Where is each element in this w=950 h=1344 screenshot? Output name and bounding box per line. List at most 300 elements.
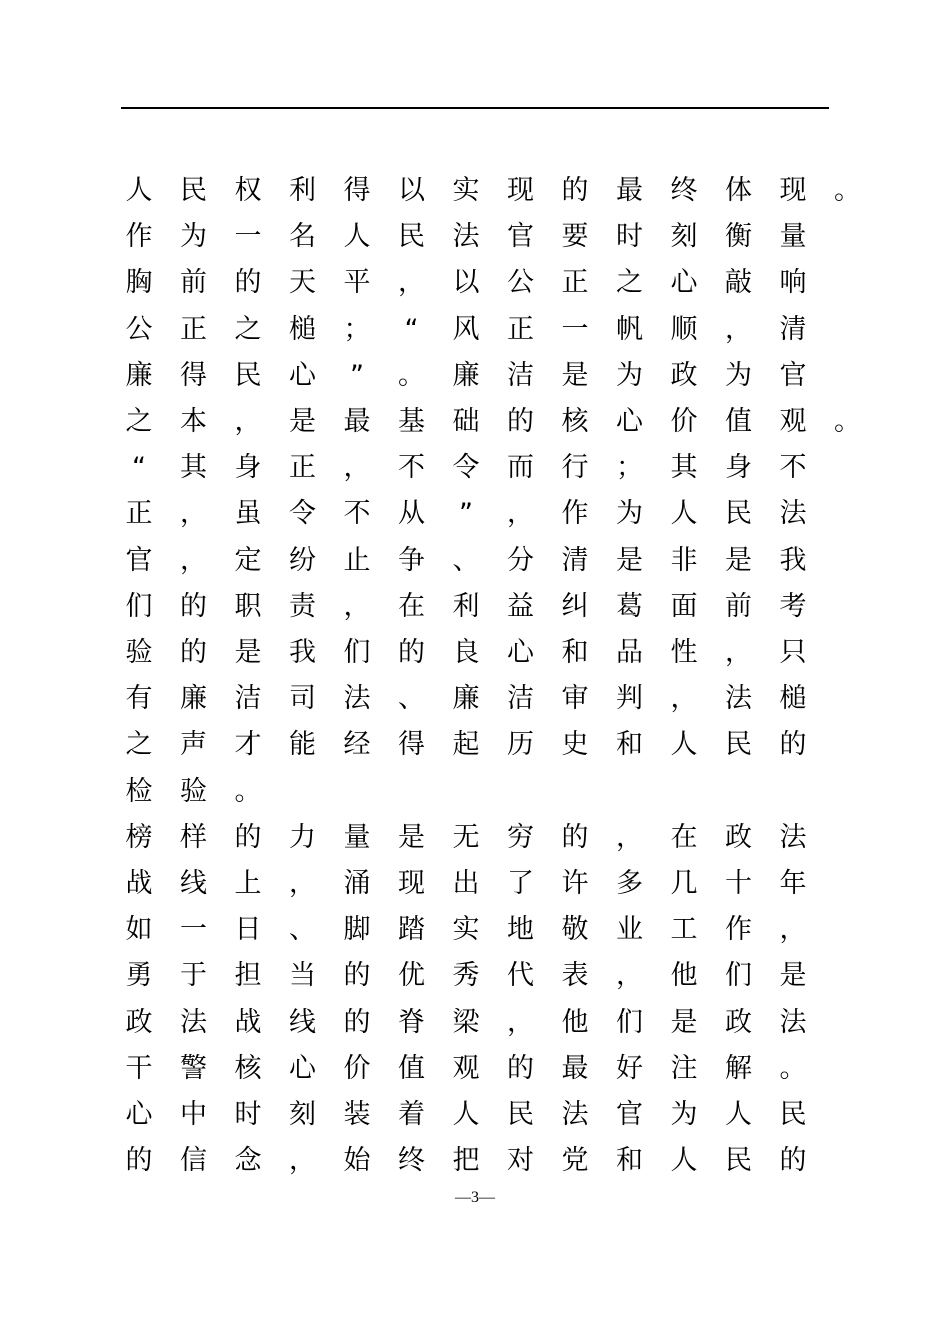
text-char: 责 [289,590,316,622]
text-char: 。 [834,406,861,437]
text-char: 的 [180,590,207,622]
text-char: 量 [779,221,807,253]
text-char: 人 [670,1145,698,1177]
text-char: 洁 [507,359,534,391]
page-number: —3— [455,1189,495,1206]
text-char: 人 [725,1099,752,1130]
text-char: 党 [561,1145,589,1177]
text-char: ， [725,313,752,345]
text-line [124,772,884,812]
text-char: 核 [234,1052,262,1084]
text-line [124,679,884,719]
text-char: ， [234,406,262,437]
text-char: 人 [670,729,698,761]
text-char: 史 [561,729,589,761]
text-char: 。 [834,175,861,206]
text-line [124,956,884,996]
text-char: 官 [125,544,153,576]
text-char: 法 [180,1006,207,1038]
text-char: ， [289,868,316,899]
text-char: 之 [125,406,153,437]
text-char: 战 [234,1006,262,1038]
text-char: 审 [561,683,589,715]
text-char: 体 [725,175,752,206]
text-char: 梁 [452,1006,480,1038]
text-char: 作 [725,914,752,946]
text-char: 官 [507,221,534,253]
text-char: 法 [725,683,752,715]
text-char: ， [180,498,207,530]
text-char: ” [350,359,364,391]
text-char: 验 [125,637,153,668]
text-char: 廉 [180,683,207,715]
text-char: 争 [398,544,425,576]
text-char: 他 [561,1006,589,1038]
text-char: 现 [779,175,807,206]
text-char: ， [779,914,807,946]
text-char: ， [507,1006,534,1038]
text-char: 廉 [125,359,153,391]
text-char: 的 [561,175,589,206]
text-char: 得 [180,359,207,391]
text-char: 心 [289,1052,316,1084]
text-char: 础 [452,406,480,437]
text-char: 现 [398,868,425,899]
text-char: 本 [180,406,207,437]
text-char: 代 [507,960,534,992]
text-char: 起 [452,729,480,761]
text-char: 。 [234,775,262,807]
text-char: 政 [725,1006,752,1038]
text-char: 榜 [125,821,153,853]
text-char: 令 [289,498,316,530]
text-char: 核 [561,406,589,437]
text-char: 价 [343,1052,371,1084]
text-char: 以 [398,175,425,206]
text-char: 法 [343,683,371,715]
text-char: 声 [180,729,207,761]
text-char: 多 [616,868,643,899]
text-char: 力 [289,821,316,853]
text-char: 公 [125,313,153,345]
text-char: 们 [725,960,752,992]
text-char: 信 [180,1145,207,1177]
text-char: 终 [398,1145,425,1177]
text-char: ， [289,1145,316,1177]
text-char: 法 [779,498,807,530]
text-char: 一 [561,313,589,345]
text-char: 观 [779,406,807,437]
text-char: 平 [343,267,371,299]
text-char: 为 [180,221,207,253]
text-char: 心 [507,637,534,668]
text-char: 经 [343,729,371,761]
text-char: 是 [234,637,262,668]
text-char: 其 [180,452,207,484]
text-char: 判 [616,683,643,715]
text-char: 能 [289,729,316,761]
text-char: 民 [398,221,425,253]
text-char: 线 [180,868,207,899]
text-char: 公 [507,267,534,299]
text-char: 考 [779,590,807,622]
text-char: 洁 [507,683,534,715]
text-char: 政 [670,359,698,391]
text-char: 警 [180,1052,207,1084]
text-char: 民 [779,1099,807,1130]
text-char: 装 [343,1099,371,1130]
text-char: 益 [507,590,534,622]
text-line [124,587,884,627]
text-char: 政 [725,821,752,853]
text-char: 有 [125,683,153,715]
text-char: 终 [670,175,698,206]
text-line [124,217,884,257]
text-line [124,633,884,673]
text-char: 的 [343,960,371,992]
text-char: 好 [616,1052,643,1084]
text-char: 上 [234,868,262,899]
text-char: 的 [779,729,807,761]
text-char: 葛 [616,590,643,622]
text-char: 地 [507,914,534,946]
text-line [124,1095,884,1135]
text-line [124,356,884,396]
text-char: ， [398,267,425,299]
text-char: ， [616,821,643,853]
text-char: 几 [670,868,698,899]
text-char: ， [343,452,371,484]
text-char: 秀 [452,960,480,992]
text-char: 在 [670,821,698,853]
text-char: 的 [507,1052,534,1084]
text-char: 利 [452,590,480,622]
text-char: 心 [616,406,643,437]
text-char: 响 [779,267,807,299]
text-char: 业 [616,914,643,946]
text-char: 的 [561,821,589,853]
text-char: 槌 [779,683,807,715]
text-char: 而 [507,452,534,484]
text-char: 作 [561,498,589,530]
text-char: 廉 [452,683,480,715]
text-char: 无 [452,821,480,853]
text-char: 良 [452,637,480,668]
text-char: 脚 [343,914,371,946]
text-char: 值 [725,406,752,437]
text-char: 的 [125,1145,153,1177]
text-char: 不 [343,498,371,530]
text-char: 为 [616,359,643,391]
text-line [124,864,884,904]
text-char: 民 [234,359,262,391]
text-line [124,402,884,442]
text-char: 法 [779,1006,807,1038]
text-line [124,725,884,765]
text-char: 心 [125,1099,153,1130]
text-line [124,448,884,488]
text-char: 以 [452,267,480,299]
text-char: ， [343,590,371,622]
text-char: 司 [289,683,316,715]
text-char: 、 [289,914,316,946]
text-char: 为 [616,498,643,530]
text-char: 观 [452,1052,480,1084]
text-char: 身 [234,452,262,484]
text-char: 检 [125,775,153,807]
text-char: 对 [507,1145,534,1177]
text-char: 人 [452,1099,480,1130]
text-char: 如 [125,914,153,946]
text-char: 得 [398,729,425,761]
text-char: 的 [398,637,425,668]
text-line [124,310,884,350]
text-char: 现 [507,175,534,206]
text-char: 洁 [234,683,262,715]
text-char: 法 [779,821,807,853]
text-char: 值 [398,1052,425,1084]
text-line [124,171,884,211]
text-char: 正 [289,452,316,484]
text-char: 优 [398,960,425,992]
text-char: 帆 [616,313,643,345]
text-char: 勇 [125,960,153,992]
text-char: 刻 [670,221,698,253]
text-char: 时 [616,221,643,253]
text-char: 人 [343,221,371,253]
text-char: 是 [289,406,316,437]
text-char: 从 [398,498,425,530]
text-char: 和 [561,637,589,668]
text-char: 廉 [452,359,480,391]
text-char: 名 [289,221,316,253]
text-line [124,263,884,303]
text-char: 之 [234,313,262,345]
text-char: 量 [343,821,371,853]
text-char: 衡 [725,221,752,253]
text-char: ” [459,498,473,530]
text-char: 涌 [343,868,371,899]
text-char: 、 [452,544,480,576]
text-char: 、 [398,683,425,715]
text-char: 品 [616,637,643,668]
text-char: 性 [670,637,698,668]
text-char: 始 [343,1145,371,1177]
text-char: 在 [398,590,425,622]
text-char: 一 [180,914,207,946]
text-char: 最 [343,406,371,437]
text-char: 时 [234,1099,262,1130]
text-char: 价 [670,406,698,437]
text-char: 干 [125,1052,153,1084]
text-char: 身 [725,452,752,484]
text-char: 最 [616,175,643,206]
text-char: 线 [289,1006,316,1038]
text-char: 槌 [289,313,316,345]
text-char: 要 [561,221,589,253]
text-char: 把 [452,1145,480,1177]
text-char: 基 [398,406,425,437]
text-char: 为 [725,359,752,391]
text-char: 民 [725,729,752,761]
text-char: “ [404,313,419,345]
text-line [124,1049,884,1089]
text-char: 的 [343,1006,371,1038]
text-char: 担 [234,960,262,992]
text-char: 是 [779,960,807,992]
text-char: 念 [234,1145,262,1177]
text-char: 一 [234,221,262,253]
text-char: 法 [561,1099,589,1130]
text-line [124,494,884,534]
text-char: 胸 [125,267,153,299]
text-char: 他 [670,960,698,992]
text-char: ， [725,637,752,668]
text-char: 正 [507,313,534,345]
text-char: 民 [725,498,752,530]
text-char: 于 [180,960,207,992]
text-char: 纷 [289,544,316,576]
text-char: ； [616,452,643,484]
text-char: 们 [125,590,153,622]
text-char: 之 [125,729,153,761]
text-char: 解 [725,1052,752,1084]
text-char: 止 [343,544,371,576]
text-char: 纠 [561,590,589,622]
text-line [124,818,884,858]
text-char: 工 [670,914,698,946]
text-char: 官 [779,359,807,391]
text-char: 定 [234,544,262,576]
text-char: ， [180,544,207,576]
text-char: 行 [561,452,589,484]
text-char: 十 [725,868,752,899]
text-char: 不 [779,452,807,484]
text-char: 之 [616,267,643,299]
text-char: 民 [180,175,207,206]
text-char: 穷 [507,821,534,853]
text-char: 历 [507,729,534,761]
text-char: 的 [180,637,207,668]
text-char: 不 [398,452,425,484]
text-char: 战 [125,868,153,899]
text-char: ， [616,960,643,992]
text-char: 最 [561,1052,589,1084]
text-char: 虽 [234,498,262,530]
text-char: 作 [125,221,153,253]
text-char: 正 [125,498,153,530]
text-char: 分 [507,544,534,576]
text-char: 权 [234,175,262,206]
text-char: ； [343,313,371,345]
text-char: 脊 [398,1006,425,1038]
text-char: 心 [670,267,698,299]
text-char: 心 [289,359,316,391]
text-char: 人 [125,175,153,206]
text-char: 顺 [670,313,698,345]
text-char: 民 [725,1145,752,1177]
text-char: 出 [452,868,480,899]
text-char: 实 [452,175,480,206]
text-line [124,541,884,581]
text-char: 当 [289,960,316,992]
text-char: 的 [234,821,262,853]
text-char: 。 [398,359,425,391]
text-char: 是 [398,821,425,853]
text-char: 民 [507,1099,534,1130]
text-char: 利 [289,175,316,206]
text-char: ， [670,683,698,715]
text-char: 非 [670,544,698,576]
text-char: 前 [180,267,207,299]
text-char: 政 [125,1006,153,1038]
text-char: 为 [670,1099,698,1130]
text-char: 年 [779,868,807,899]
text-char: 是 [616,544,643,576]
text-char: 令 [452,452,480,484]
text-char: 的 [234,267,262,299]
text-char: 正 [561,267,589,299]
text-char: 和 [616,729,643,761]
text-char: 是 [670,1006,698,1038]
text-char: 人 [670,498,698,530]
text-char: 得 [343,175,371,206]
text-char: 踏 [398,914,425,946]
text-char: 其 [670,452,698,484]
text-line [124,910,884,950]
text-char: 面 [670,590,698,622]
text-char: 敲 [725,267,752,299]
text-char: 表 [561,960,589,992]
text-char: 天 [289,267,316,299]
text-char: 清 [779,313,807,345]
text-char: 我 [289,637,316,668]
text-char: 法 [452,221,480,253]
text-char: 们 [343,637,371,668]
text-char: 了 [507,868,534,899]
text-char: 的 [507,406,534,437]
text-char: ， [507,498,534,530]
text-char: 前 [725,590,752,622]
text-char: 着 [398,1099,425,1130]
text-char: 我 [779,544,807,576]
text-char: 官 [616,1099,643,1130]
text-line [124,1141,884,1181]
text-char: 和 [616,1145,643,1177]
text-char: 风 [452,313,480,345]
text-char: “ [132,452,146,484]
text-char: 实 [452,914,480,946]
text-char: 是 [561,359,589,391]
text-char: 中 [180,1099,207,1130]
text-char: 清 [561,544,589,576]
text-char: 职 [234,590,262,622]
text-char: 们 [616,1006,643,1038]
text-char: 正 [180,313,207,345]
text-char: 许 [561,868,589,899]
text-char: 日 [234,914,262,946]
text-char: 验 [180,775,207,807]
text-char: 只 [779,637,807,668]
text-char: 。 [779,1052,807,1084]
text-char: 样 [180,821,207,853]
text-line [124,1003,884,1043]
text-char: 才 [234,729,262,761]
text-char: 刻 [289,1099,316,1130]
text-char: 敬 [561,914,589,946]
text-char: 的 [779,1145,807,1177]
text-char: 注 [670,1052,698,1084]
